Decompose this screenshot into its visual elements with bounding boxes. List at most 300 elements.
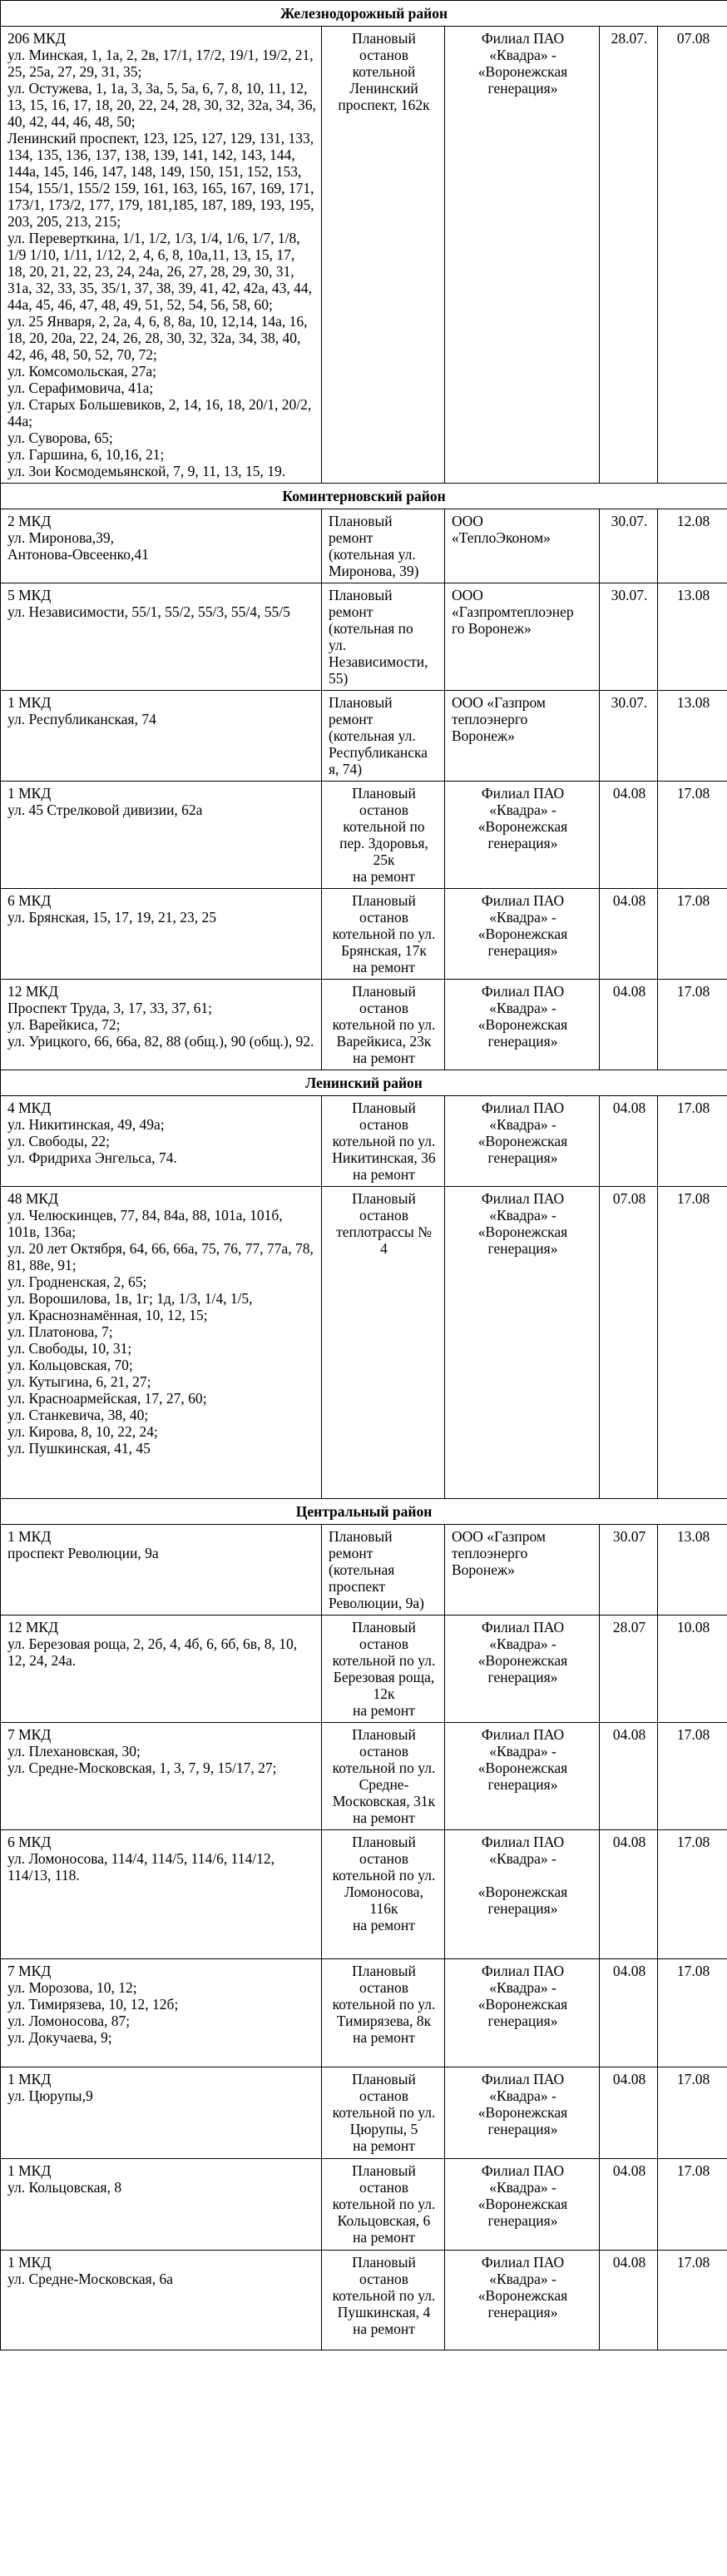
building-count: 1 МКД [7,1528,52,1545]
organization-line: «Воронежская [477,1996,568,2013]
reason-line: Плановый [352,2254,416,2271]
reason-line: останов [359,2179,408,2196]
organization-line: «Воронежская [477,1760,568,1776]
organization-line: «Квадра» - [489,1207,556,1223]
organization-cell [445,1096,600,1187]
outage-reason-cell [322,2067,445,2159]
organization-line: «Воронежская [477,1884,568,1900]
start-date-cell: 04.08 [600,1723,658,1830]
reason-line: 25к [373,851,395,868]
address-line: ул. Докучаева, 9; [7,2029,112,2046]
reason-line: на ремонт [353,2320,415,2337]
reason-line: на ремонт [353,1917,415,1933]
start-date-cell: 30.07. [600,583,658,691]
address-cell [1,2159,322,2251]
table-row [1,509,727,583]
organization-line: «Квадра» - [489,2179,556,2196]
reason-line: ул. [329,637,347,653]
reason-line: Плановый [352,892,416,909]
reason-line: останов [359,1000,408,1016]
address-cell [1,2251,322,2350]
organization-line: «Воронежская [477,63,568,80]
address-cell [1,1616,322,1723]
reason-line: Независимости, [329,653,428,670]
reason-line: Плановый [352,983,416,1000]
organization-line: генерация» [487,1240,558,1257]
reason-line: котельной по ул. [332,1016,436,1033]
reason-line: Плановый [352,1726,416,1743]
outage-reason-cell [322,889,445,980]
organization-line: «Воронежская [477,2287,568,2304]
building-count: 7 МКД [7,1963,52,1979]
table-row [1,2251,727,2350]
address-cell [1,889,322,980]
organization-line: генерация» [487,80,558,97]
building-count: 12 МКД [7,1619,59,1635]
table-row [1,1525,727,1616]
outage-reason-cell [322,1096,445,1187]
reason-line: Плановый [329,587,393,603]
address-line: ул. Кутыгина, 6, 21, 27; [7,1373,151,1390]
address-line: ул. Брянская, 15, 17, 19, 21, 23, 25 [7,909,216,926]
building-count: 7 МКД [7,1726,52,1743]
address-line: ул. Станкевича, 38, 40; [7,1407,149,1423]
reason-line: ремонт [329,603,373,620]
address-cell [1,782,322,889]
organization-cell [445,1959,600,2067]
organization-line: Филиал ПАО [481,2071,565,2087]
address-line: ул. 45 Стрелковой дивизии, 62а [7,802,203,818]
address-line: ул. Серафимовича, 41а; [7,380,154,396]
organization-line: Филиал ПАО [481,2162,565,2179]
building-count: 4 МКД [7,1099,52,1116]
end-date-cell: 17.08 [658,782,727,889]
address-line: ул. Зои Космодемьянской, 7, 9, 11, 13, 15, 19. [7,463,286,479]
building-count: 2 МКД [7,513,52,529]
district-header-row [1,1,727,27]
organization-line: «Воронежская [477,1223,568,1240]
address-line: ул. Урицкого, 66, 66а, 82, 88 (общ.), 90 (общ.), 92. [7,1033,314,1050]
end-date-cell: 10.08 [658,1616,727,1723]
organization-line: Филиал ПАО [481,983,565,1000]
reason-line: Плановый [329,1528,393,1545]
reason-line: котельной по ул. [332,926,436,942]
organization-line: «Квадра» - [489,802,556,818]
reason-line: Плановый [352,1619,416,1635]
organization-cell [445,889,600,980]
table-row [1,2067,727,2159]
address-line: ул. Минская, 1, 1а, 2, 2в, 17/1, 17/2, 19/1, 19/2, 21, 25, 25а, 27, 29, 31, 35; [7,47,314,80]
address-line: ул. 25 Января, 2, 2а, 4, 6, 8, 8а, 10, 12,14, 14а, 16, 18, 20, 20а, 22, 24, 26, 28, 30, 32, 32а, 34, 38, 40, 42, 46, 48, 50, 52, 70, 72; [7,313,308,363]
organization-line: ООО «Газпром [452,1528,546,1545]
organization-line: Филиал ПАО [481,1190,565,1207]
organization-cell [445,782,600,889]
end-date-cell: 13.08 [658,1525,727,1616]
address-line: ул. Свободы, 10, 31; [7,1340,132,1357]
end-date-cell: 17.08 [658,1187,727,1499]
reason-line: Плановый [352,785,416,802]
organization-line: «Квадра» - [489,909,556,926]
building-count: 5 МКД [7,587,52,603]
reason-line: останов [359,47,408,63]
end-date-cell: 17.08 [658,2067,727,2159]
reason-line: Ломоносова, [344,1884,423,1900]
table-row [1,1187,727,1499]
organization-line: «Воронежская [477,1652,568,1669]
reason-line: 55) [329,670,349,687]
reason-line: на ремонт [353,868,415,885]
organization-cell [445,2251,600,2350]
organization-cell [445,980,600,1070]
end-date-cell: 17.08 [658,889,727,980]
organization-cell [445,1616,600,1723]
reason-line: на ремонт [353,2137,415,2154]
organization-line: Филиал ПАО [481,1099,565,1116]
address-line: ул. Миронова,39, [7,529,115,546]
address-line: ул. Комсомольская, 27а; [7,363,156,380]
outage-reason-cell [322,2159,445,2251]
address-line: ул. Фридриха Энгельса, 74. [7,1149,177,1166]
address-line: Ленинский проспект, 123, 125, 127, 129, 131, 133, 134, 135, 136, 137, 138, 139, 141, 142, 143, 144, 144а, 145, 146, 147, 148, 149, 150, 151, 152, 153, 154, 155/1, 155/2 159, 161, 163, 165, 167, 169, 171, 173/1, 173/2, 177, 179, 181,185, 187, 189, 193, 195, 203, 205, 213, 215; [7,130,314,230]
organization-line: ООО «Газпром [452,694,546,711]
organization-line: «Воронежская [477,926,568,942]
organization-line: Воронеж» [452,727,515,744]
start-date-cell: 30.07 [600,1525,658,1616]
reason-line: останов [359,802,408,818]
end-date-cell: 17.08 [658,2251,727,2350]
building-count: 1 МКД [7,2254,52,2271]
reason-line: Цюрупы, 5 [349,2121,418,2137]
organization-line: генерация» [487,1033,558,1050]
address-line: ул. Переверткина, 1/1, 1/2, 1/3, 1/4, 1/6, 1/7, 1/8, 1/9 1/10, 1/11, 1/12, 2, 4, 6, 8, 10а,11, 13, 15, 17, 18, 20, 21, 22, 23, 24, 24а, 26, 27, 28, 29, 30, 31, 31а, 32, 33, 35, 35/1, 37, 38, 39, 41, 42, 42а, 43, 44, 44а, 45, 46, 47, 48, 49, 51, 52, 54, 56, 58, 60; [7,230,313,313]
address-line: ул. Республиканская, 74 [7,711,156,727]
district-name: Центральный район [1,1499,727,1525]
building-count: 6 МКД [7,1834,52,1850]
organization-cell [445,691,600,782]
end-date-cell: 17.08 [658,1723,727,1830]
address-line: ул. Гродненская, 2, 65; [7,1273,147,1290]
reason-line: Плановый [352,1190,416,1207]
reason-line: котельной по ул. [332,2287,436,2304]
start-date-cell: 30.07. [600,691,658,782]
outage-reason-cell [322,2251,445,2350]
building-count: 1 МКД [7,2162,52,2179]
organization-line: Филиал ПАО [481,892,565,909]
organization-line: Филиал ПАО [481,785,565,802]
address-cell [1,980,322,1070]
address-line: ул. Челюскинцев, 77, 84, 84а, 88, 101а, 101б, 101в, 136а; [7,1207,283,1240]
organization-cell [445,583,600,691]
organization-line: «Квадра» - [489,2271,556,2287]
reason-line: ремонт [329,711,373,727]
address-line: ул. Независимости, 55/1, 55/2, 55/3, 55/4, 55/5 [7,603,290,620]
outage-reason-cell [322,1959,445,2067]
organization-line: Филиал ПАО [481,1726,565,1743]
end-date-cell: 17.08 [658,1959,727,2067]
district-name: Железнодорожный район [1,1,727,27]
organization-line: «Квадра» - [489,1635,556,1652]
reason-line: на ремонт [353,1050,415,1066]
building-count: 1 МКД [7,785,52,802]
address-line: ул. Краснознамённая, 10, 12, 15; [7,1307,208,1323]
reason-line: Тимирязева, 8к [336,2013,432,2029]
organization-line: теплоэнерго [452,711,528,727]
reason-line: котельной по [343,818,425,835]
address-line: ул. Морозова, 10, 12; [7,1979,137,1996]
reason-line: Брянская, 17к [341,942,427,959]
reason-line: 116к [369,1900,398,1917]
organization-line: «ТеплоЭконом» [452,529,551,546]
address-line: ул. Тимирязева, 10, 12, 12б; [7,1996,179,2013]
organization-cell [445,1723,600,1830]
building-count: 206 МКД [7,30,66,47]
reason-line: Плановый [352,1099,416,1116]
table-row [1,1959,727,2067]
table-row [1,889,727,980]
building-count: 1 МКД [7,2071,52,2087]
organization-line: генерация» [487,2304,558,2320]
end-date-cell: 17.08 [658,1096,727,1187]
address-cell [1,1959,322,2067]
reason-line: останов [359,2271,408,2287]
organization-line: «Квадра» - [489,1116,556,1133]
address-line: ул. Старых Большевиков, 2, 14, 16, 18, 20/1, 20/2, 44а; [7,396,312,429]
district-header-row [1,484,727,509]
outage-reason-cell [322,980,445,1070]
reason-line: теплотрассы № [336,1223,432,1240]
start-date-cell: 28.07 [600,1616,658,1723]
organization-line: го Воронеж» [452,620,532,637]
organization-line: «Воронежская [477,1133,568,1149]
reason-line: Кольцовская, 6 [337,2212,431,2229]
reason-line: на ремонт [353,1809,415,1826]
address-line: ул. 20 лет Октября, 64, 66, 66а, 75, 76, 77, 77а, 78, 81, 88е, 91; [7,1240,314,1273]
organization-line: Филиал ПАО [481,2254,565,2271]
start-date-cell: 04.08 [600,1830,658,1959]
address-line: ул. Ломоносова, 87; [7,2013,131,2029]
reason-line: Средне- [359,1776,409,1793]
organization-line: «Квадра» - [489,1000,556,1016]
reason-line: котельной по ул. [332,1996,436,2013]
outage-reason-cell [322,1525,445,1616]
address-cell [1,509,322,583]
reason-line: (котельная ул. [329,727,416,744]
address-line: ул. Средне-Московская, 6а [7,2271,173,2287]
table-row [1,782,727,889]
reason-line: останов [359,1207,408,1223]
reason-line: останов [359,909,408,926]
address-cell [1,27,322,484]
organization-line: «Квадра» - [489,1743,556,1760]
reason-line: ремонт [329,529,373,546]
organization-line: «Воронежская [477,1016,568,1033]
building-count: 1 МКД [7,694,52,711]
start-date-cell: 04.08 [600,1959,658,2067]
organization-line: генерация» [487,942,558,959]
start-date-cell: 04.08 [600,1096,658,1187]
organization-line [452,1867,594,1884]
outage-reason-cell [322,583,445,691]
start-date-cell: 04.08 [600,2251,658,2350]
address-line: ул. Гаршина, 6, 10,16, 21; [7,446,165,463]
reason-line: проспект [329,1578,386,1595]
reason-line: Революции, 9а) [329,1595,424,1611]
reason-line: Пушкинская, 4 [337,2304,431,2320]
end-date-cell: 17.08 [658,980,727,1070]
reason-line: ремонт [329,1545,373,1561]
reason-line: Миронова, 39) [329,563,419,579]
start-date-cell: 04.08 [600,980,658,1070]
outage-reason-cell [322,691,445,782]
organization-line: «Квадра» - [489,47,556,63]
reason-line: Московская, 31к [332,1793,436,1809]
reason-line: останов [359,1116,408,1133]
reason-line: Плановый [352,30,416,47]
reason-line: на ремонт [353,1166,415,1183]
reason-line: (котельная ул. [329,546,416,563]
address-line: ул. Средне-Московская, 1, 3, 7, 9, 15/17, 27; [7,1760,277,1776]
reason-line: (котельная [329,1561,395,1578]
address-line: ул. Варейкиса, 72; [7,1016,121,1033]
table-row [1,1096,727,1187]
organization-line: генерация» [487,2013,558,2029]
outage-reason-cell [322,509,445,583]
table-row [1,2159,727,2251]
organization-line: теплоэнерго [452,1545,528,1561]
address-cell [1,583,322,691]
end-date-cell: 13.08 [658,691,727,782]
reason-line: останов [359,1743,408,1760]
table-row [1,583,727,691]
organization-cell [445,1830,600,1959]
reason-line: Березовая роща, [333,1669,435,1685]
organization-line: «Квадра» - [489,1850,556,1867]
table-row [1,1830,727,1959]
reason-line: на ремонт [353,1702,415,1719]
address-line: ул. Березовая роща, 2, 2б, 4, 4б, 6, 6б, 6в, 8, 10, 12, 24, 24а. [7,1635,298,1669]
organization-line: ООО [452,513,483,529]
building-count: 12 МКД [7,983,59,1000]
address-line: проспект Революции, 9а [7,1545,159,1561]
start-date-cell: 30.07. [600,509,658,583]
address-line: ул. Ворошилова, 1в, 1г; 1д, 1/3, 1/4, 1/5, [7,1290,253,1307]
reason-line: на ремонт [353,2229,415,2246]
start-date-cell: 07.08 [600,1187,658,1499]
address-line: ул. Красноармейская, 17, 27, 60; [7,1390,207,1407]
district-header-row [1,1070,727,1096]
reason-line: Плановый [352,2162,416,2179]
address-line: ул. Свободы, 22; [7,1133,110,1149]
organization-line: генерация» [487,1149,558,1166]
table-row [1,27,727,484]
table-row [1,1723,727,1830]
reason-line: Плановый [329,513,393,529]
end-date-cell: 12.08 [658,509,727,583]
organization-cell [445,1187,600,1499]
organization-line: Филиал ПАО [481,1619,565,1635]
organization-line: генерация» [487,835,558,851]
start-date-cell: 04.08 [600,2067,658,2159]
reason-line: Плановый [352,1834,416,1850]
address-cell [1,2067,322,2159]
organization-line: ООО [452,587,483,603]
table-row [1,1616,727,1723]
reason-line: Никитинская, 36 [332,1149,436,1166]
organization-line: «Газпромтеплоэнер [452,603,574,620]
organization-line: «Воронежская [477,818,568,835]
reason-line: останов [359,1635,408,1652]
address-line: ул. Кирова, 8, 10, 22, 24; [7,1423,158,1440]
reason-line: котельной [352,63,416,80]
address-cell [1,1096,322,1187]
end-date-cell: 17.08 [658,1830,727,1959]
outage-reason-cell [322,1723,445,1830]
organization-line: генерация» [487,2212,558,2229]
organization-line: «Квадра» - [489,1979,556,1996]
address-cell [1,1723,322,1830]
address-line: ул. Цюрупы,9 [7,2087,93,2104]
start-date-cell: 04.08 [600,782,658,889]
start-date-cell: 28.07. [600,27,658,484]
start-date-cell: 04.08 [600,889,658,980]
reason-line: проспект, 162к [338,97,430,113]
district-name: Ленинский район [1,1070,727,1096]
end-date-cell: 17.08 [658,2159,727,2251]
address-line: ул. Остужева, 1, 1а, 3, 3а, 5, 5а, 6, 7, 8, 10, 11, 12, 13, 15, 16, 17, 18, 20, 22, 24, 28, 30, 32, 32а, 34, 36, 40, 42, 44, 46, 48, 50; [7,80,316,130]
address-line: ул. Суворова, 65; [7,429,113,446]
organization-cell [445,27,600,484]
reason-line: останов [359,1979,408,1996]
reason-line: (котельная по [329,620,413,637]
district-header-row [1,1499,727,1525]
organization-line: Филиал ПАО [481,30,565,47]
schedule-body [1,1,727,2350]
district-name: Коминтерновский район [1,484,727,509]
table-row [1,980,727,1070]
end-date-cell: 13.08 [658,583,727,691]
reason-line: пер. Здоровья, [339,835,428,851]
reason-line: котельной по ул. [332,2104,436,2121]
reason-line: котельной по ул. [332,1652,436,1669]
reason-line: котельной по ул. [332,1867,436,1884]
address-cell [1,1525,322,1616]
outage-reason-cell [322,782,445,889]
organization-line: Филиал ПАО [481,1963,565,1979]
reason-line: 4 [380,1240,388,1257]
reason-line: котельной по ул. [332,2196,436,2212]
reason-line: 12к [373,1685,395,1702]
address-line: ул. Никитинская, 49, 49а; [7,1116,165,1133]
address-cell [1,691,322,782]
address-line: ул. Платонова, 7; [7,1323,113,1340]
building-count: 48 МКД [7,1190,59,1207]
reason-line: Плановый [352,2071,416,2087]
address-line: ул. Ломоносова, 114/4, 114/5, 114/6, 114/12, 114/13, 118. [7,1850,274,1884]
table-row [1,691,727,782]
address-line: ул. Плехановская, 30; [7,1743,141,1760]
organization-cell [445,1525,600,1616]
address-line: ул. Кольцовская, 8 [7,2179,122,2196]
reason-line: на ремонт [353,959,415,975]
reason-line: на ремонт [353,2029,415,2046]
reason-line: Ленинский [349,80,418,97]
end-date-cell: 07.08 [658,27,727,484]
outage-reason-cell [322,27,445,484]
reason-line: я, 74) [329,761,363,777]
organization-line: «Воронежская [477,2196,568,2212]
outage-reason-cell [322,1830,445,1959]
organization-line: генерация» [487,1900,558,1917]
